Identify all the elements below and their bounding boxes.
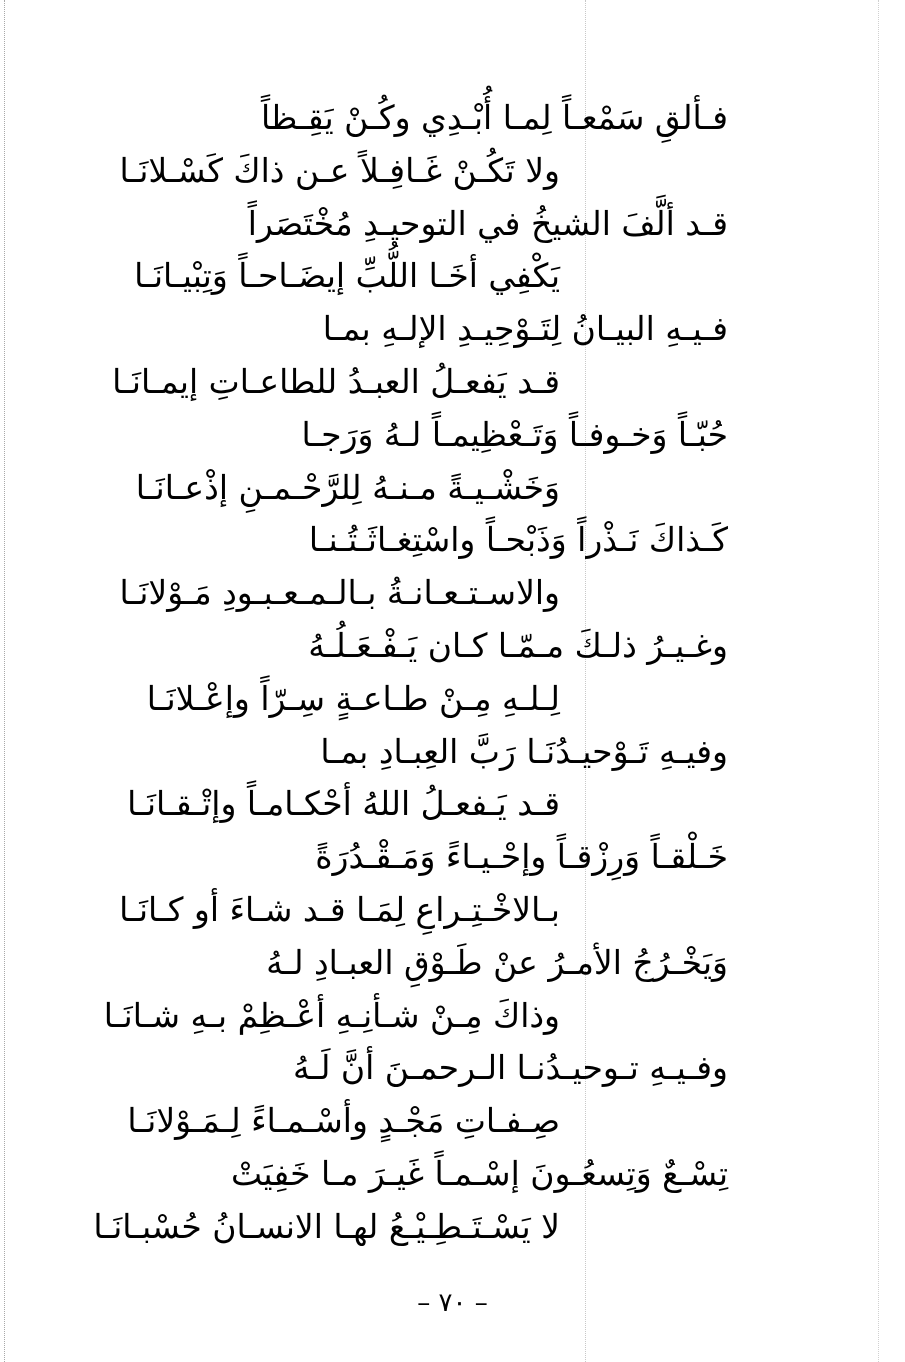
verse-line: يَكْفِي أخَـا اللُّبِّ إيضَـاحـاً وَتِبْيـانَـا [134,256,560,295]
page-number: – ٧٠ – [417,1288,488,1318]
verse-line: فـألقِ سَمْعـاً لِمـا أُبْـدِي وكُـنْ يَقِـظاً [260,98,728,137]
scan-edge-line-right [878,0,879,1362]
verse-line: وذاكَ مِـنْ شـأنِـهِ أعْـظِمْ بـهِ شـانَـا [103,996,560,1035]
verse-line: حُبّـاً وَخـوفـاً وَتَـعْظِيمـاً لـهُ وَرَجـا [301,415,728,454]
verse-line: كَـذاكَ نَـذْراً وَذَبْحـاً واسْتِغـاثَـتُـنـا [308,520,728,559]
verse-line: وفيـهِ تَـوْحيـدُنَـا رَبَّ العِبـادِ بمـا [320,732,728,771]
verse-line: والاسـتـعـانـةُ بـالـمـعـبـودِ مَـوْلانَـا [119,573,560,612]
verse-line: قـد ألَّفَ الشيخُ في التوحيـدِ مُخْتَصَراً [247,204,728,243]
verse-line: وغـيـرُ ذلـكَ مـمّـا كـان يَـفْـعَـلُـهُ [308,626,728,665]
verse-line: لا يَسْـتَـطِـيْـعُ لهـا الانسـانُ حُسْبـانَـا [93,1207,560,1246]
verse-line: ولا تَكُـنْ غَـافِـلاً عـن ذاكَ كَسْـلانَـا [119,151,560,190]
verse-line: قـد يَـفعـلُ اللهُ أحْكـامـاً وإتْـقـانَـا [127,784,560,823]
verse-line: خَـلْقـاً وَرِزْقـاً وإحْـيـاءً وَمَـقْـدُرَةً [315,837,728,876]
verse-line: تِسْـعٌ وَتِسعُـونَ إسْـمـاً غَيـرَ مـا خَفِيَتْ [231,1154,728,1193]
verse-line: فـيـهِ البيـانُ لِتَـوْحِيـدِ الإلـهِ بمـا [322,309,728,348]
verse-line: صِـفـاتِ مَجْـدٍ وأسْـمـاءً لِـمَـوْلانَـا [127,1101,560,1140]
verse-line: بـالاخْـتِـراعِ لِمَـا قـد شـاءَ أو كـانَـا [119,890,560,929]
scan-edge-line-left [4,0,5,1362]
verse-line: وَخَشْـيـةً مـنـهُ لِلرَّحْـمـنِ إذْعـانَـا [135,468,560,507]
verse-line: قـد يَفعـلُ العبـدُ للطاعـاتِ إيمـانَـا [112,362,560,401]
verse-line: وفـيـهِ تـوحيـدُنـا الـرحمـنَ أنَّ لَـهُ [293,1048,728,1087]
verse-line: وَيَخْـرُجُ الأمـرُ عنْ طَـوْقِ العبـادِ لـهُ [266,943,728,982]
verse-line: لِـلـهِ مِـنْ طـاعـةٍ سِـرّاً وإعْـلانَـا [146,679,560,718]
